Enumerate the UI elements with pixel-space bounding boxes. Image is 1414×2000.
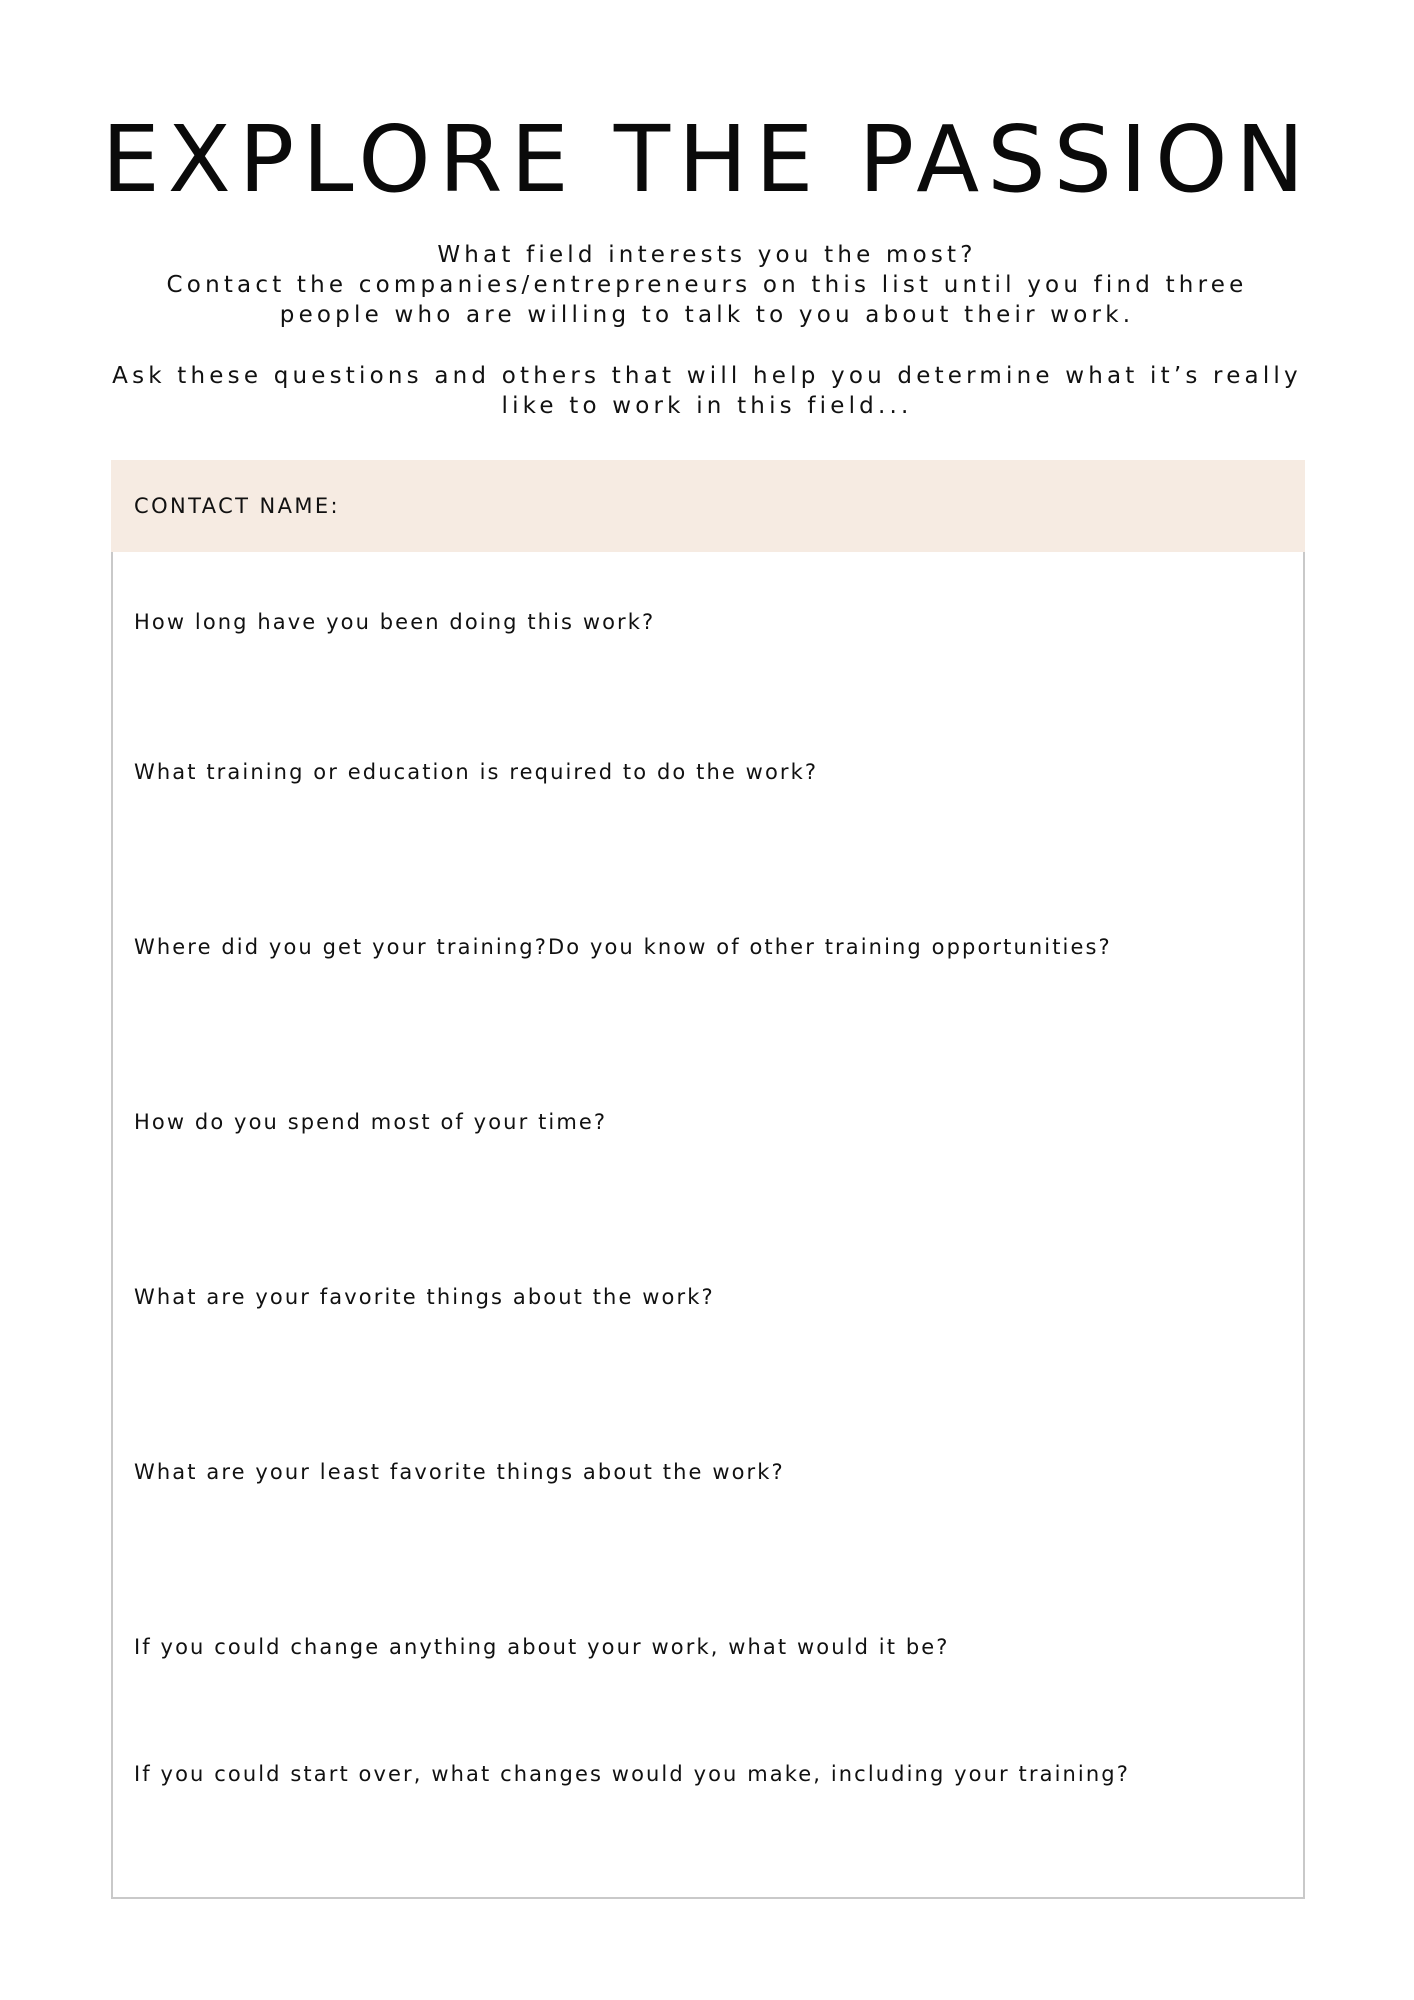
intro-paragraph-2: Ask these questions and others that will help you determine what it’s really like to work in this field...: [112, 363, 1302, 419]
question-2: What training or education is required to do the work?: [134, 760, 819, 784]
question-7: If you could change anything about your work, what would it be?: [134, 1635, 950, 1659]
contact-name-field[interactable]: [111, 460, 1305, 552]
question-6: What are your least favorite things about the work?: [134, 1460, 785, 1484]
question-1: How long have you been doing this work?: [134, 610, 656, 634]
question-4: How do you spend most of your time?: [134, 1110, 608, 1134]
question-8: If you could start over, what changes would you make, including your training?: [134, 1762, 1130, 1786]
contact-name-label: CONTACT NAME:: [134, 494, 340, 518]
page-title: EXPLORE THE PASSION: [101, 106, 1313, 213]
intro-text: [100, 240, 1314, 421]
question-3: Where did you get your training?Do you know of other training opportunities?: [134, 935, 1112, 959]
interview-form-box: [111, 460, 1305, 1899]
intro-paragraph-1: What field interests you the most? Contact the companies/entrepreneurs on this list until you find three people who are willing to talk to you about their work.: [166, 242, 1248, 328]
question-5: What are your favorite things about the work?: [134, 1285, 715, 1309]
